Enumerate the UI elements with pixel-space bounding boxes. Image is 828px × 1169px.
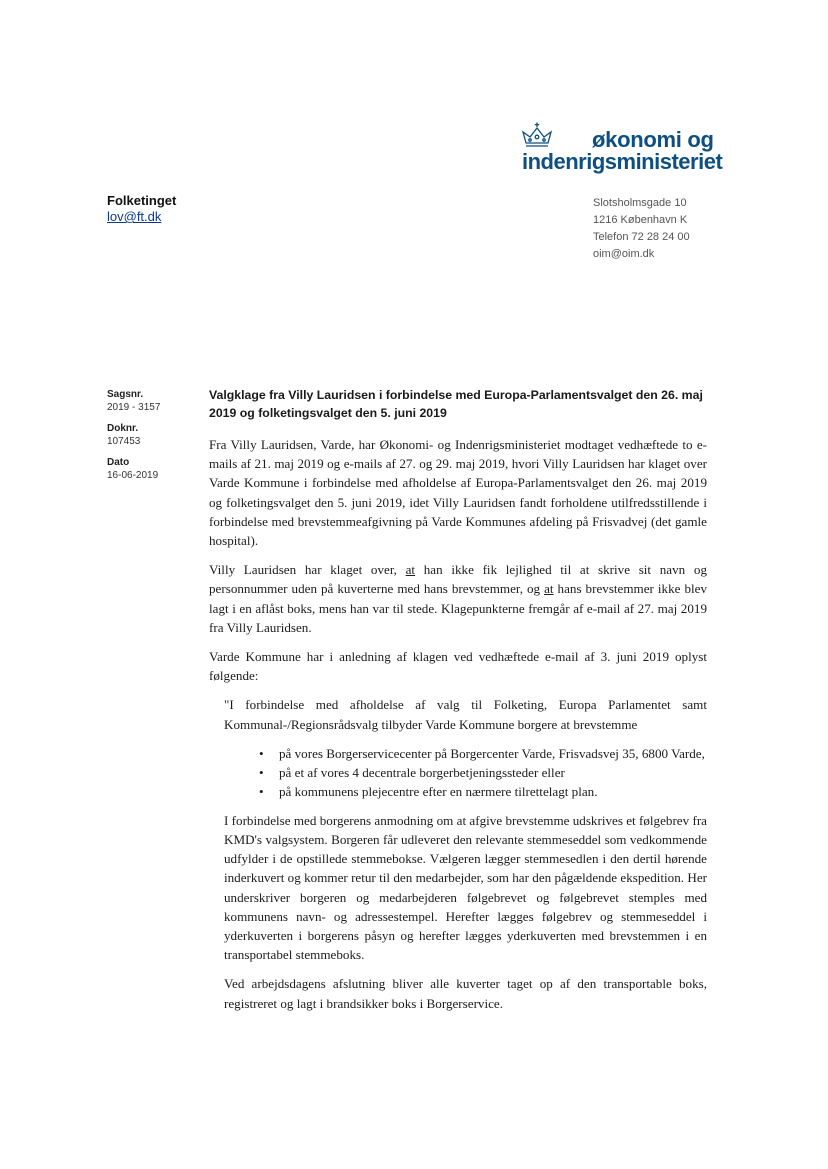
bullet-item: • på vores Borgerservicecenter på Borgercenter Varde, Frisvadsvej 35, 6800 Varde, — [259, 744, 707, 763]
logo-line-1: økonomi og — [592, 127, 714, 152]
quote-paragraph-1: "I forbindelse med afholdelse af valg til Folketing, Europa Parlamentet samt Kommunal-/Regionsrådsvalg tilbyder Varde Kommune borgere at brevstemme — [224, 697, 707, 732]
sagsnr-value: 2019 - 3157 — [107, 402, 161, 413]
recipient-block — [107, 193, 176, 224]
crown-icon — [520, 122, 554, 150]
letter-body — [209, 386, 707, 1023]
doknr-label: Doknr. — [107, 423, 139, 434]
quoted-statement — [224, 695, 707, 1012]
sender-address — [593, 195, 690, 263]
case-metadata — [107, 388, 160, 490]
letter-subject: Valgklage fra Villy Lauridsen i forbindelse med Europa-Parlamentsvalget den 26. maj 2019 og folketingsvalget den 5. juni 2019 — [209, 388, 703, 420]
emphasis-at-1: at — [405, 562, 416, 578]
bullet-item: • på et af vores 4 decentrale borgerbetjeningssteder eller — [259, 763, 707, 782]
paragraph-2 — [209, 560, 707, 637]
recipient-email-link[interactable]: lov@ft.dk — [107, 209, 162, 224]
doknr-value: 107453 — [107, 436, 141, 447]
bullet-list — [259, 744, 707, 801]
emphasis-at-2: at — [544, 581, 554, 597]
logo-line-2: indenrigsministeriet — [522, 149, 723, 174]
paragraph-3: Varde Kommune har i anledning af klagen ved vedhæftede e-mail af 3. juni 2019 oplyst følgende: — [209, 649, 707, 684]
recipient-name: Folketinget — [107, 193, 177, 208]
dato-label: Dato — [107, 457, 130, 468]
paragraph-2-part-b: han ikke fik lejlighed til at skrive sit navn og personnummer uden på kuverterne med hans brevstemmer, og — [209, 562, 707, 597]
dato-value: 16-06-2019 — [107, 470, 159, 481]
address-city: 1216 København K — [593, 214, 688, 226]
quote-paragraph-3: Ved arbejdsdagens afslutning bliver alle kuverter taget op af den transportable boks, registreret og lagt i brandsikker boks i Borgerservice. — [224, 976, 707, 1011]
bullet-item: • på kommunens plejecentre efter en nærmere tilrettelagt plan. — [259, 782, 707, 801]
address-street: Slotsholmsgade 10 — [593, 197, 687, 209]
address-phone: Telefon 72 28 24 00 — [593, 231, 690, 243]
sagsnr-label: Sagsnr. — [107, 389, 144, 400]
paragraph-2-part-c: hans brevstemmer ikke blev lagt i en aflåst boks, mens han var til stede. Klagepunkterne fremgår af e-mail af 27. maj 2019 fra Villy Lauridsen. — [209, 581, 707, 635]
address-email: oim@oim.dk — [593, 248, 655, 260]
quote-paragraph-2: I forbindelse med borgerens anmodning om at afgive brevstemme udskrives et følgebrev fra KMD's valgsystem. Borgeren får udleveret den relevante stemmeseddel som vedkommende udfylder i de opstillede stemmebokse. Vælgeren lægger stemmesedlen i den dertil hørende inderkuvert og kommer retur til den medarbejder, som har den pågældende ekspedition. Her underskriver borgeren og medarbejderen følgebrevet og følgebrevet stemples med kommunens navn- og adressestempel. Herefter lægges følgebrev og stemmeseddel i yderkuverten i borgerens påsyn og herefter lægges yderkuverten med brevstemmen i en transportabel stemmeboks. — [224, 812, 707, 963]
paragraph-1: Fra Villy Lauridsen, Varde, har Økonomi- og Indenrigsministeriet modtaget vedhæftede to e-mails af 21. maj 2019 og e-mails af 27. og 29. maj 2019, hvori Villy Lauridsen har klaget over Varde Kommune i forbindelse med afholdelse af Europa-Parlamentsvalget den 26. maj 2019 og folketingsvalget den 5. juni 2019, idet Villy Lauridsen fandt forholdene utilfredsstillende i forbindelse med brevstemmeafgivning på Varde Kommunes afdeling på Frisvadvej (det gamle hospital). — [209, 437, 707, 549]
ministry-logo — [520, 118, 723, 178]
paragraph-2-part-a: Villy Lauridsen har klaget over, — [209, 562, 406, 578]
